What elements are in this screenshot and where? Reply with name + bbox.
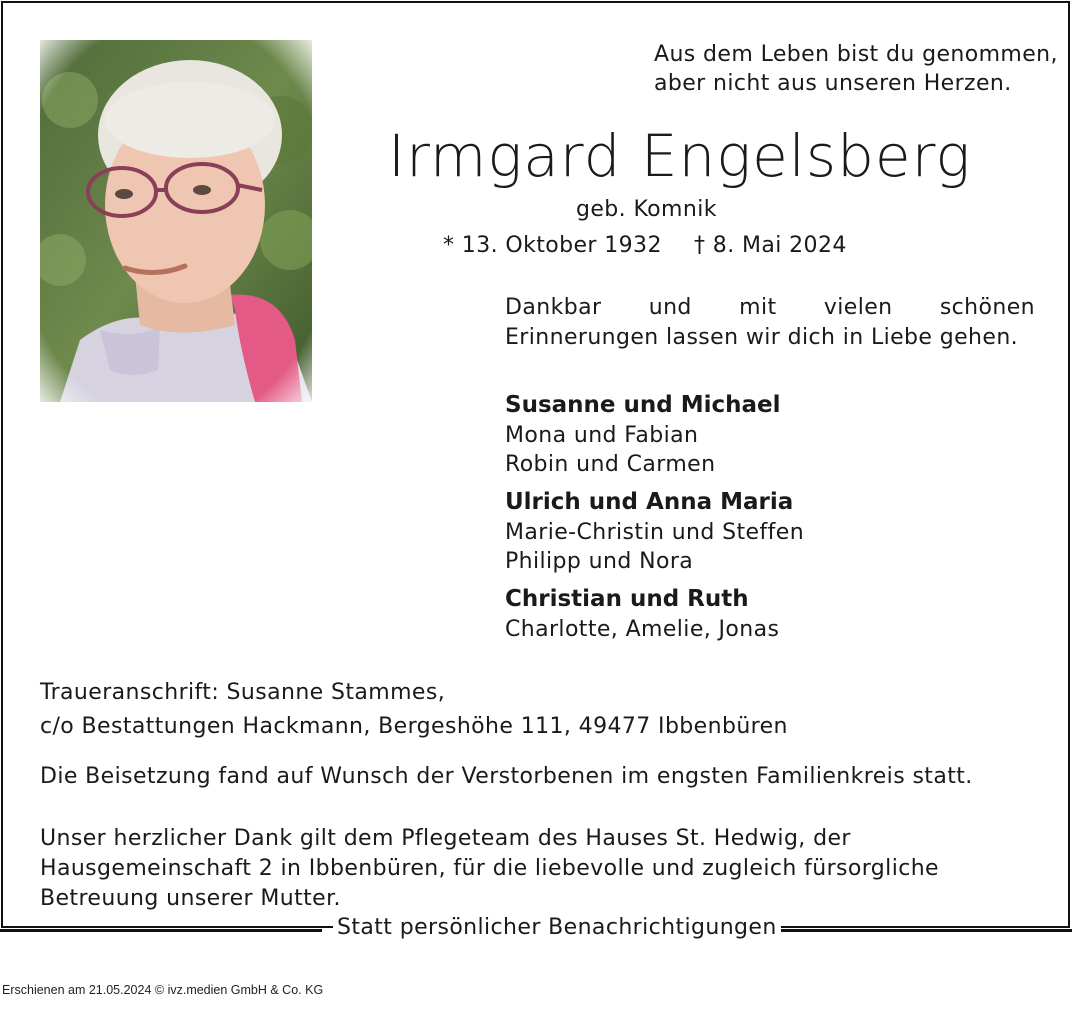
family-member: Robin und Carmen [505,452,716,477]
portrait-photo [40,40,312,402]
family-group [505,583,779,644]
family-member: Marie-Christin und Steffen [505,520,805,545]
burial-note: Die Beisetzung fand auf Wunsch der Verstorbenen im engsten Familienkreis statt. [40,764,973,789]
memorial-quote [654,40,1058,98]
address-line-2: c/o Bestattungen Hackmann, Bergeshöhe 111, 49477 Ibbenbüren [40,714,788,739]
portrait-illustration [40,40,312,402]
notification-note: Statt persönlicher Benachrichtigungen [333,915,781,940]
family-member: Philipp und Nora [505,549,694,574]
address-line-1: Traueranschrift: Susanne Stammes, [40,680,446,705]
family-member: Mona und Fabian [505,423,699,448]
family-head: Susanne und Michael [505,392,781,418]
deceased-name: Irmgard Engelsberg [388,122,972,190]
death-date: † 8. Mai 2024 [694,233,847,258]
family-member: Charlotte, Amelie, Jonas [505,617,780,642]
mourning-address [40,676,788,744]
thanks-text: Unser herzlicher Dank gilt dem Pflegeteam des Hauses St. Hedwig, der Hausgemeinschaft 2 in Ibbenbüren, für die liebevolle und zugleich fürsorgliche Betreuung unserer Mutter. [40,826,939,911]
divider-right [752,929,1072,932]
quote-line-1: Aus dem Leben bist du genommen, [654,42,1058,67]
quote-line-2: aber nicht aus unseren Herzen. [654,71,1012,96]
divider-left [0,929,322,932]
family-head: Christian und Ruth [505,586,749,612]
birth-name: geb. Komnik [576,197,717,222]
birth-date: * 13. Oktober 1932 [443,233,662,258]
family-group [505,389,781,479]
family-group [505,486,804,576]
gratitude-text: Dankbar und mit vielen schönen Erinnerungen lassen wir dich in Liebe gehen. [505,295,1035,350]
publication-footer: Erschienen am 21.05.2024 © ivz.medien GmbH & Co. KG [2,983,324,997]
family-head: Ulrich und Anna Maria [505,489,794,515]
